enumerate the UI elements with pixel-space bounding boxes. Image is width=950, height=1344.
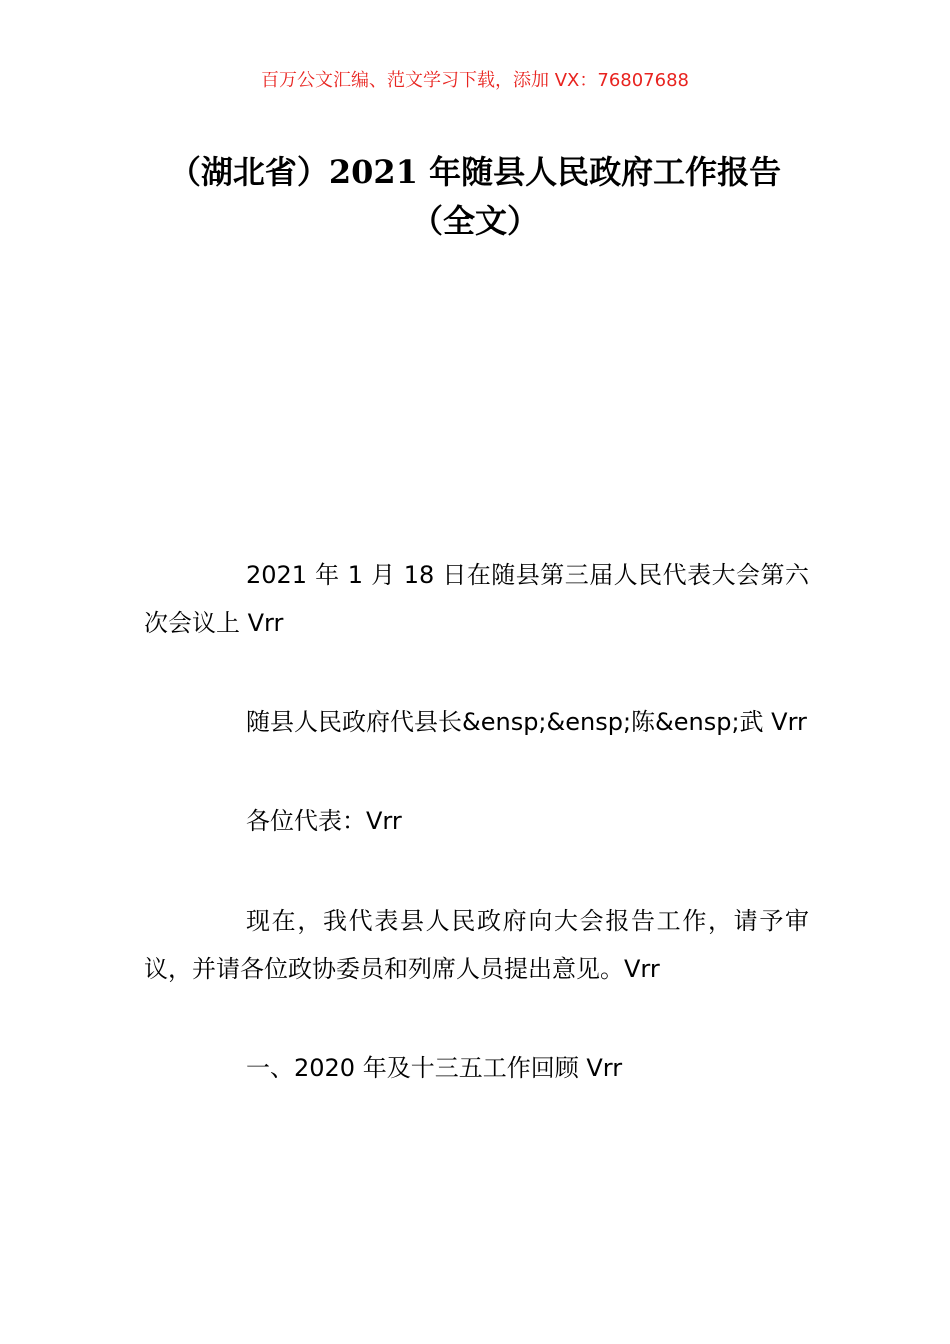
- paragraph-meeting-info: 2021 年 1 月 18 日在随县第三届人民代表大会第六次会议上 Vrr: [144, 561, 809, 637]
- document-title: （湖北省）2021 年随县人民政府工作报告（全文）: [168, 153, 782, 240]
- paragraph-salutation: 各位代表：Vrr: [246, 807, 402, 835]
- header-note: 百万公文汇编、范文学习下载，添加 VX：76807688: [261, 70, 689, 91]
- section-heading-review: 一、2020 年及十三五工作回顾 Vrr: [246, 1054, 623, 1082]
- document-body: [144, 551, 809, 1143]
- paragraph-intro: 现在，我代表县人民政府向大会报告工作，请予审议，并请各位政协委员和列席人员提出意见。Vrr: [144, 907, 809, 983]
- paragraph-speaker: 随县人民政府代县长&ensp;&ensp;陈&ensp;武 Vrr: [246, 708, 807, 736]
